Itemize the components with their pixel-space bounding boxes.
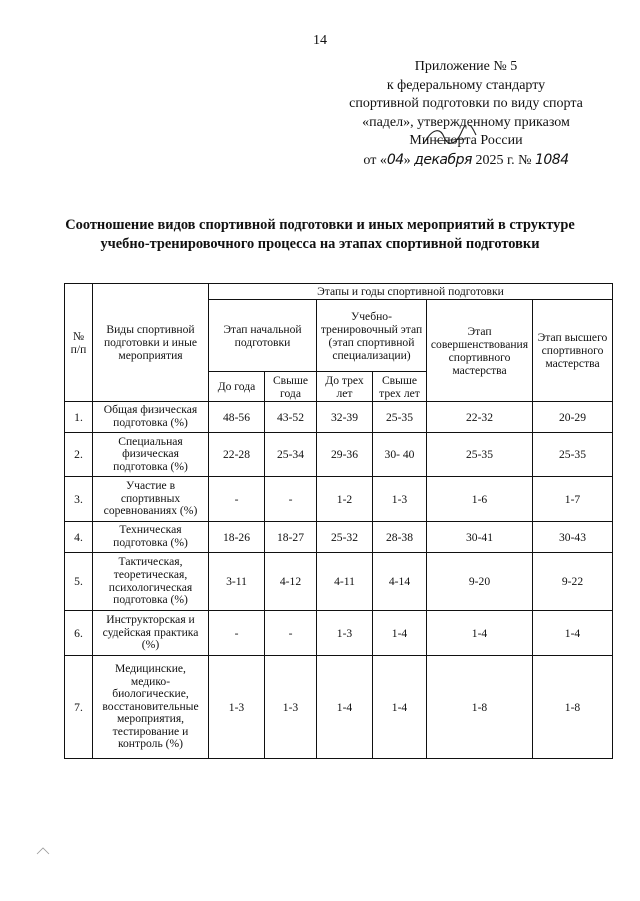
row-number: 3. (65, 477, 93, 522)
row-kind: Участие в спортивных соревнованиях (%) (93, 477, 209, 522)
cell-value: 4-12 (265, 553, 317, 611)
cell-value: 1-3 (373, 477, 427, 522)
row-kind: Инструкторская и судейская практика (%) (93, 611, 209, 656)
appendix-date-line (330, 151, 602, 171)
cell-value: 25-35 (373, 402, 427, 433)
cell-value: 29-36 (317, 433, 373, 477)
cell-value: - (265, 477, 317, 522)
scan-mark-icon (36, 846, 50, 856)
appendix-line-sport: спортивной подготовки по виду спорта (349, 96, 583, 112)
appendix-line-ministry: Минспорта России (330, 132, 602, 151)
row-kind: Специальная физическая подготовка (%) (93, 433, 209, 477)
cell-value: 1-4 (533, 611, 613, 656)
cell-value: 32-39 (317, 402, 373, 433)
header-kinds: Виды спортивной подготовки и иные мероприятия (93, 284, 209, 402)
row-number: 4. (65, 522, 93, 553)
cell-value: 18-26 (209, 522, 265, 553)
header-stage-training: Учебно-тренировочный этап (этап спортивной специализации) (317, 300, 427, 372)
date-month: декабря (414, 151, 472, 168)
appendix-line-standard: к федеральному стандарту (386, 77, 546, 93)
table-row (65, 553, 613, 611)
cell-value: 1-4 (373, 656, 427, 759)
page-number: 14 (313, 33, 327, 48)
cell-value: 43-52 (265, 402, 317, 433)
cell-value: 1-8 (427, 656, 533, 759)
row-number: 7. (65, 656, 93, 759)
cell-value: 1-3 (317, 611, 373, 656)
training-ratio-table (64, 283, 613, 759)
cell-value: 1-8 (533, 656, 613, 759)
cell-value: 48-56 (209, 402, 265, 433)
document-title: Соотношение видов спортивной подготовки и иных мероприятий в структуре учебно-тренировочного процесса на этапах спортивной подготовки (65, 217, 575, 252)
cell-value: 9-22 (533, 553, 613, 611)
cell-value: - (265, 611, 317, 656)
table-row (65, 611, 613, 656)
table-row (65, 522, 613, 553)
cell-value: 1-6 (427, 477, 533, 522)
cell-value: 30-41 (427, 522, 533, 553)
appendix-line-order: «падел», утвержденному приказом (362, 114, 570, 130)
date-mid: » (403, 152, 411, 168)
cell-value: - (209, 477, 265, 522)
table-row (65, 402, 613, 433)
cell-value: - (209, 611, 265, 656)
cell-value: 4-11 (317, 553, 373, 611)
cell-value: 9-20 (427, 553, 533, 611)
header-stage-initial: Этап начальной подготовки (209, 300, 317, 372)
cell-value: 25-34 (265, 433, 317, 477)
row-number: 2. (65, 433, 93, 477)
header-training-under-three: До трех лет (317, 372, 373, 402)
cell-value: 1-4 (427, 611, 533, 656)
cell-value: 28-38 (373, 522, 427, 553)
row-number: 5. (65, 553, 93, 611)
date-number: 1084 (534, 151, 569, 168)
cell-value: 1-3 (265, 656, 317, 759)
cell-value: 25-32 (317, 522, 373, 553)
date-year: 2025 г. № (475, 152, 532, 168)
appendix-block (330, 58, 602, 171)
cell-value: 20-29 (533, 402, 613, 433)
cell-value: 1-7 (533, 477, 613, 522)
table-row (65, 656, 613, 759)
cell-value: 22-28 (209, 433, 265, 477)
header-initial-under-year: До года (209, 372, 265, 402)
cell-value: 4-14 (373, 553, 427, 611)
cell-value: 18-27 (265, 522, 317, 553)
appendix-title: Приложение № 5 (414, 59, 518, 74)
cell-value: 25-35 (427, 433, 533, 477)
row-kind: Тактическая, теоретическая, психологическая подготовка (%) (93, 553, 209, 611)
cell-value: 1-4 (317, 656, 373, 759)
header-stages-group: Этапы и годы спортивной подготовки (209, 284, 613, 300)
row-number: 6. (65, 611, 93, 656)
cell-value: 30-43 (533, 522, 613, 553)
header-initial-over-year: Свыше года (265, 372, 317, 402)
row-kind: Общая физическая подготовка (%) (93, 402, 209, 433)
header-stage-improvement: Этап совершенствования спортивного мастерства (427, 300, 533, 402)
table-row (65, 477, 613, 522)
row-number: 1. (65, 402, 93, 433)
cell-value: 1-2 (317, 477, 373, 522)
signature-mark (422, 125, 478, 147)
row-kind: Техническая подготовка (%) (93, 522, 209, 553)
cell-value: 30- 40 (373, 433, 427, 477)
cell-value: 22-32 (427, 402, 533, 433)
row-kind: Медицинские, медико-биологические, восстановительные мероприятия, тестирование и контроль (%) (93, 656, 209, 759)
table-row (65, 433, 613, 477)
date-prefix: от « (363, 152, 387, 168)
header-num: № п/п (65, 284, 93, 402)
cell-value: 1-4 (373, 611, 427, 656)
date-day: 04 (386, 151, 404, 168)
header-stage-higher: Этап высшего спортивного мастерства (533, 300, 613, 402)
cell-value: 3-11 (209, 553, 265, 611)
cell-value: 25-35 (533, 433, 613, 477)
cell-value: 1-3 (209, 656, 265, 759)
header-training-over-three: Свыше трех лет (373, 372, 427, 402)
